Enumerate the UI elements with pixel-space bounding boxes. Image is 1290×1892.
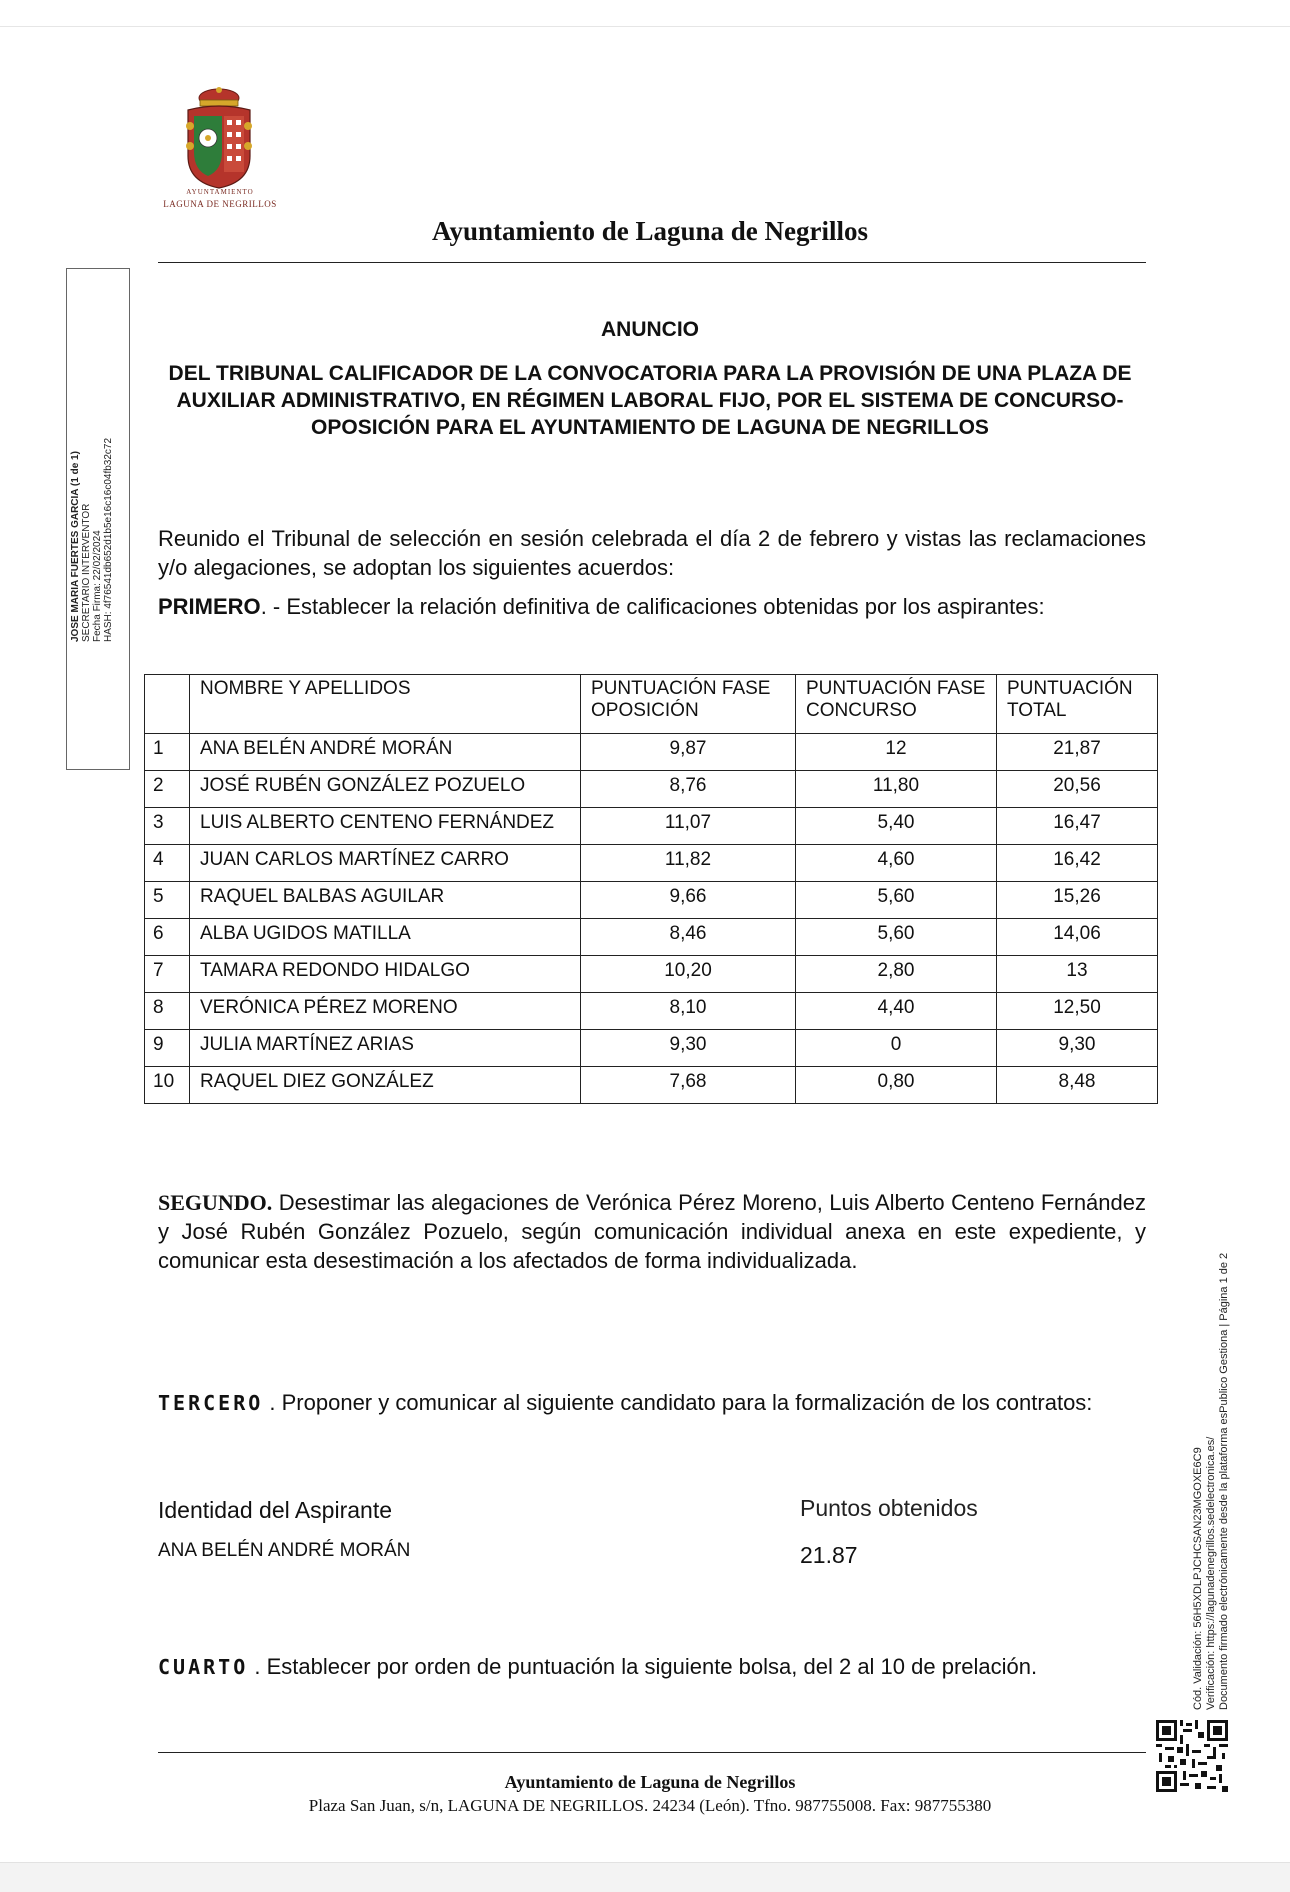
row-concurso: 5,60 xyxy=(796,882,997,919)
footer-address: Plaza San Juan, s/n, LAGUNA DE NEGRILLOS. 24234 (León). Tfno. 987755008. Fax: 987755380 xyxy=(308,1796,992,1815)
row-name: LUIS ALBERTO CENTENO FERNÁNDEZ xyxy=(190,808,581,845)
row-concurso: 5,60 xyxy=(796,919,997,956)
row-index: 7 xyxy=(145,956,190,993)
table-row xyxy=(145,1067,1158,1104)
segundo-text: Desestimar las alegaciones de Verónica Pérez Moreno, Luis Alberto Centeno Fernández y José Rubén González Pozuelo, según comunicación individual anexa en este expediente, y comunicar esta desestimación a los afectados de forma individualizada. xyxy=(158,1190,1146,1273)
primero-label: PRIMERO xyxy=(158,594,261,619)
verification-url: Verificación: https://lagunadenegrillos.sedelectronica.es/ xyxy=(1205,1436,1217,1710)
row-oposicion: 8,46 xyxy=(581,919,796,956)
row-oposicion: 9,87 xyxy=(581,734,796,771)
row-total: 14,06 xyxy=(997,919,1158,956)
row-index: 3 xyxy=(145,808,190,845)
table-row xyxy=(145,993,1158,1030)
row-oposicion: 8,10 xyxy=(581,993,796,1030)
table-row xyxy=(145,882,1158,919)
table-header-total: PUNTUACIÓN TOTAL xyxy=(997,675,1158,734)
tercero-label: TERCERO xyxy=(158,1391,264,1415)
row-name: JULIA MARTÍNEZ ARIAS xyxy=(190,1030,581,1067)
row-total: 21,87 xyxy=(997,734,1158,771)
municipal-crest-logo xyxy=(182,86,256,190)
row-concurso: 0 xyxy=(796,1030,997,1067)
row-index: 6 xyxy=(145,919,190,956)
candidate-points: 21.87 xyxy=(800,1542,858,1568)
row-concurso: 5,40 xyxy=(796,808,997,845)
row-index: 4 xyxy=(145,845,190,882)
footer-divider xyxy=(158,1752,1146,1753)
cuarto-label: CUARTO xyxy=(158,1655,249,1679)
row-total: 8,48 xyxy=(997,1067,1158,1104)
row-concurso: 0,80 xyxy=(796,1067,997,1104)
candidate-identity-header: Identidad del Aspirante xyxy=(158,1497,393,1523)
row-name: JUAN CARLOS MARTÍNEZ CARRO xyxy=(190,845,581,882)
row-total: 20,56 xyxy=(997,771,1158,808)
crest-caption-small: AYUNTAMIENTO xyxy=(186,188,254,196)
row-concurso: 11,80 xyxy=(796,771,997,808)
row-index: 9 xyxy=(145,1030,190,1067)
row-oposicion: 8,76 xyxy=(581,771,796,808)
tercero-paragraph xyxy=(158,1388,1146,1418)
page-top-edge xyxy=(0,26,1290,27)
signature-role: SECRETARIO INTERVENTOR xyxy=(81,503,92,642)
candidate-points-header: Puntos obtenidos xyxy=(800,1495,978,1521)
row-total: 9,30 xyxy=(997,1030,1158,1067)
table-row xyxy=(145,845,1158,882)
footer-title: Ayuntamiento de Laguna de Negrillos xyxy=(504,1772,796,1792)
candidate-name: ANA BELÉN ANDRÉ MORÁN xyxy=(158,1540,411,1561)
page-header-title: Ayuntamiento de Laguna de Negrillos xyxy=(431,216,869,246)
row-oposicion: 11,07 xyxy=(581,808,796,845)
row-total: 15,26 xyxy=(997,882,1158,919)
row-total: 13 xyxy=(997,956,1158,993)
notice-heading: ANUNCIO xyxy=(601,318,699,341)
row-oposicion: 9,66 xyxy=(581,882,796,919)
table-header-oposicion: PUNTUACIÓN FASE OPOSICIÓN xyxy=(581,675,796,734)
notice-subtitle: DEL TRIBUNAL CALIFICADOR DE LA CONVOCATORIA PARA LA PROVISIÓN DE UNA PLAZA DE AUXILIAR ADMINISTRATIVO, EN RÉGIMEN LABORAL FIJO, POR EL SISTEMA DE CONCURSO-OPOSICIÓN PARA EL AYUNTAMIENTO DE LAGUNA DE NEGRILLOS xyxy=(168,362,1132,439)
table-header-row xyxy=(145,675,1158,734)
table-row xyxy=(145,734,1158,771)
row-oposicion: 10,20 xyxy=(581,956,796,993)
segundo-paragraph xyxy=(158,1188,1146,1275)
cuarto-text: . Establecer por orden de puntuación la siguiente bolsa, del 2 al 10 de prelación. xyxy=(248,1654,1038,1679)
row-name: JOSÉ RUBÉN GONZÁLEZ POZUELO xyxy=(190,771,581,808)
tercero-text: . Proponer y comunicar al siguiente candidato para la formalización de los contratos: xyxy=(263,1390,1093,1415)
row-total: 16,47 xyxy=(997,808,1158,845)
table-header-index xyxy=(145,675,190,734)
row-oposicion: 9,30 xyxy=(581,1030,796,1067)
segundo-label: SEGUNDO. xyxy=(158,1190,273,1215)
row-index: 5 xyxy=(145,882,190,919)
verification-stamp xyxy=(1192,1160,1252,1710)
row-index: 1 xyxy=(145,734,190,771)
table-row xyxy=(145,808,1158,845)
table-row xyxy=(145,919,1158,956)
row-name: RAQUEL DIEZ GONZÁLEZ xyxy=(190,1067,581,1104)
table-row xyxy=(145,1030,1158,1067)
row-concurso: 2,80 xyxy=(796,956,997,993)
row-total: 16,42 xyxy=(997,845,1158,882)
table-row xyxy=(145,956,1158,993)
row-index: 2 xyxy=(145,771,190,808)
verification-code: Cód. Validación: 56H5XDLPJCHCSAN23MGOXE6C9 xyxy=(1192,1447,1204,1710)
row-index: 10 xyxy=(145,1067,190,1104)
cuarto-paragraph xyxy=(158,1652,1146,1682)
row-name: RAQUEL BALBAS AGUILAR xyxy=(190,882,581,919)
header-divider xyxy=(158,262,1146,263)
row-oposicion: 7,68 xyxy=(581,1067,796,1104)
intro-paragraph: Reunido el Tribunal de selección en sesión celebrada el día 2 de febrero y vistas las reclamaciones y/o alegaciones, se adoptan los siguientes acuerdos: xyxy=(158,526,1146,580)
row-name: VERÓNICA PÉREZ MORENO xyxy=(190,993,581,1030)
signature-signer: JOSE MARIA FUERTES GARCIA (1 de 1) xyxy=(70,451,81,642)
crest-caption xyxy=(150,186,290,210)
table-header-name: NOMBRE Y APELLIDOS xyxy=(190,675,581,734)
row-concurso: 12 xyxy=(796,734,997,771)
signature-hash: HASH: 4f76541db652d1b5e16c16c04fb32c72 xyxy=(103,437,114,642)
table-row xyxy=(145,771,1158,808)
row-name: ALBA UGIDOS MATILLA xyxy=(190,919,581,956)
row-name: ANA BELÉN ANDRÉ MORÁN xyxy=(190,734,581,771)
primero-paragraph xyxy=(158,592,1146,621)
signature-stamp xyxy=(70,412,130,642)
row-concurso: 4,40 xyxy=(796,993,997,1030)
row-concurso: 4,60 xyxy=(796,845,997,882)
table-header-concurso: PUNTUACIÓN FASE CONCURSO xyxy=(796,675,997,734)
row-total: 12,50 xyxy=(997,993,1158,1030)
primero-text: . - Establecer la relación definitiva de calificaciones obtenidas por los aspirantes: xyxy=(260,594,1045,619)
crest-caption-big: LAGUNA DE NEGRILLOS xyxy=(163,199,277,209)
signature-date: Fecha Firma: 22/02/2024 xyxy=(92,530,103,642)
page-bottom-edge xyxy=(0,1862,1290,1892)
verification-platform: Documento firmado electrónicamente desde la plataforma esPublico Gestiona | Página 1 de 2 xyxy=(1218,1252,1230,1710)
row-name: TAMARA REDONDO HIDALGO xyxy=(190,956,581,993)
verification-qr-code xyxy=(1156,1720,1228,1792)
scores-table xyxy=(144,674,1158,1104)
row-index: 8 xyxy=(145,993,190,1030)
row-oposicion: 11,82 xyxy=(581,845,796,882)
